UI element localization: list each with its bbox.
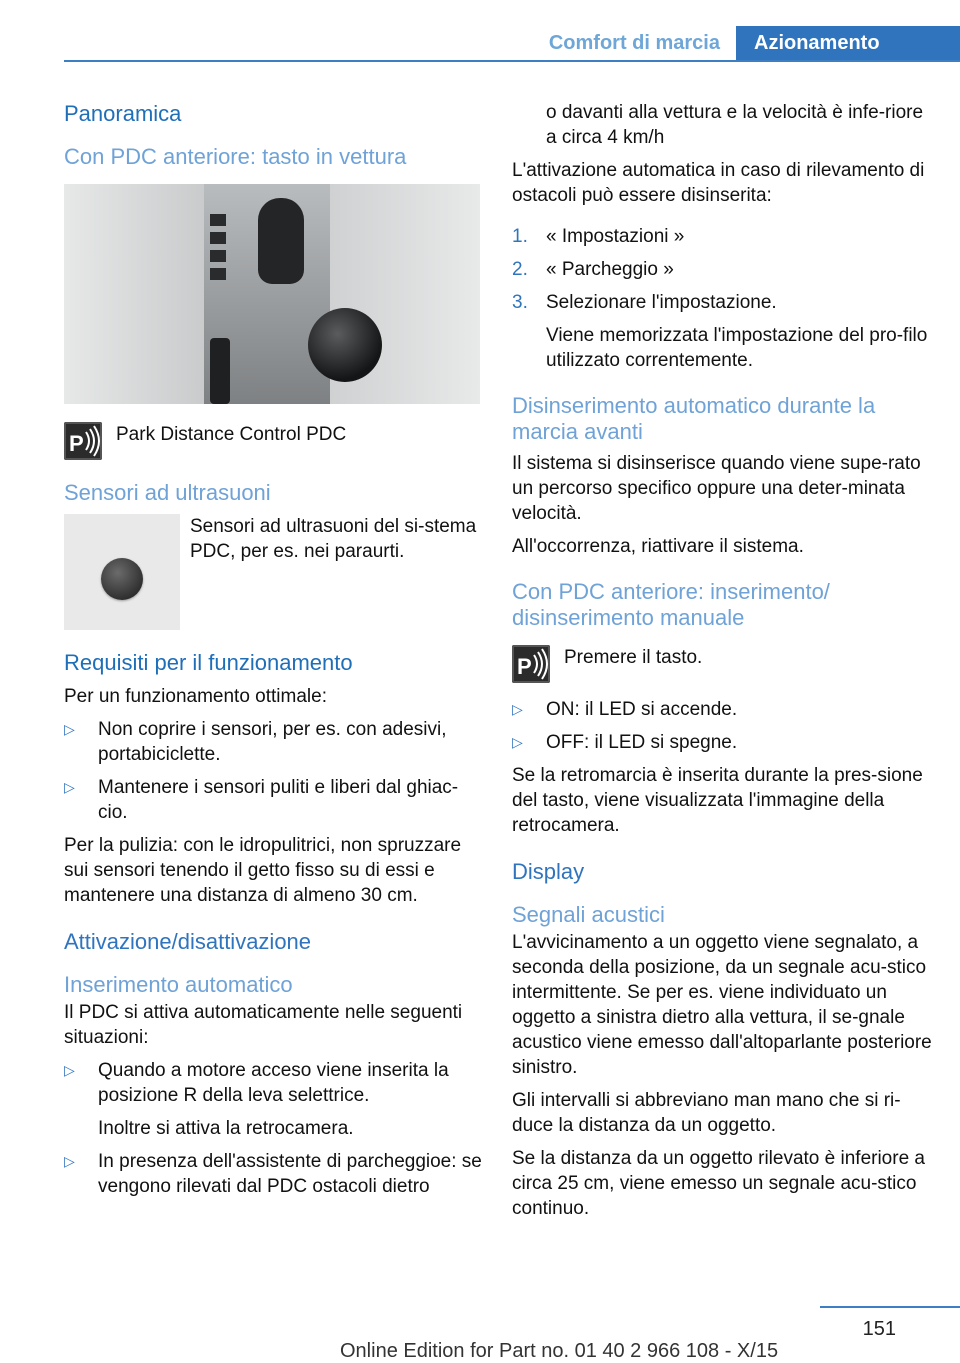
- disinserita-text: L'attivazione automatica in caso di rilevamento di ostacoli può essere disinserita:: [512, 160, 925, 206]
- list-item: 3. Selezionare l'impostazione. Viene memorizzata l'impostazione del pro-filo utilizzato correntemente.: [512, 292, 928, 371]
- header-tab-azionamento: Azionamento: [736, 26, 960, 60]
- pdc-caption-row: [64, 422, 482, 460]
- svg-text:P: P: [517, 654, 532, 679]
- requisiti-list: [64, 717, 482, 825]
- header-tab-comfort: Comfort di marcia: [548, 32, 720, 54]
- requisiti-intro: Per un funzionamento ottimale:: [64, 686, 327, 707]
- right-column: [512, 100, 932, 1229]
- continuation-text: o davanti alla vettura e la velocità è infe-riore a circa 4 km/h: [546, 102, 924, 148]
- list-item: ▷ Mantenere i sensori puliti e liberi dal ghiac-cio.: [64, 777, 459, 823]
- steps-list: [512, 224, 932, 373]
- triangle-bullet-icon: ▷: [64, 721, 75, 737]
- subsection-title-segnali: Segnali acustici: [512, 902, 665, 927]
- footer-rule: [820, 1306, 960, 1308]
- segnali-text-2: Gli intervalli si abbreviano man mano che si ri-duce la distanza da un oggetto.: [512, 1090, 901, 1136]
- pdc-button-icon: [512, 645, 550, 683]
- triangle-bullet-icon: ▷: [64, 779, 75, 795]
- subsection-title-requisiti: Requisiti per il funzionamento: [64, 650, 353, 675]
- edition-text: Online Edition for Part no. 01 40 2 966 108 - X/15: [340, 1340, 779, 1362]
- list-item: ▷ Quando a motore acceso viene inserita la posizione R della leva selettrice. Inoltre si attiva la retrocamera.: [64, 1060, 449, 1139]
- sensor-text: Sensori ad ultrasuoni del si-stema PDC, per es. nei paraurti.: [190, 516, 477, 562]
- triangle-bullet-icon: ▷: [512, 734, 523, 750]
- header-rule: [64, 60, 960, 62]
- inserimento-list: [64, 1058, 482, 1199]
- subsection-title-inserimento: Inserimento automatico: [64, 972, 293, 997]
- disinserimento-text: Il sistema si disinserisce quando viene supe-rato un percorso specifico oppure una deter-minata velocità.: [512, 453, 921, 524]
- section-title-display: Display: [512, 859, 585, 884]
- pulizia-text: Per la pulizia: con le idropulitrici, non spruzzare sui sensori tenendo il getto fisso su di essi e mantenere una distanza di almeno 30 cm.: [64, 835, 462, 906]
- sensor-block: [64, 514, 482, 630]
- subsection-title-disinserimento: Disinserimento automatico durante la marcia avanti: [512, 393, 876, 444]
- triangle-bullet-icon: ▷: [64, 1062, 75, 1078]
- pdc-caption: Park Distance Control PDC: [116, 424, 347, 445]
- list-item: 2. « Parcheggio »: [512, 259, 674, 280]
- retro-text: Se la retromarcia è inserita durante la pres-sione del tasto, viene visualizzata l'immagine della retrocamera.: [512, 765, 923, 836]
- riattivare-text: All'occorrenza, riattivare il sistema.: [512, 536, 804, 557]
- inserimento-text: Il PDC si attiva automaticamente nelle seguenti situazioni:: [64, 1002, 463, 1048]
- list-item: 1. « Impostazioni »: [512, 226, 685, 247]
- premere-row: [512, 645, 932, 683]
- list-item: ▷ In presenza dell'assistente di parcheggioe: se vengono rilevati dal PDC ostacoli dietro: [64, 1151, 482, 1197]
- svg-text:P: P: [69, 431, 84, 456]
- list-item: ▷ OFF: il LED si spegne.: [512, 732, 738, 753]
- pdc-button-icon: [64, 422, 102, 460]
- section-title-panoramica: Panoramica: [64, 101, 182, 126]
- subsection-title-sensori: Sensori ad ultrasuoni: [64, 480, 271, 505]
- subsection-title-pdc-anteriore: Con PDC anteriore: tasto in vettura: [64, 144, 407, 169]
- led-list: [512, 697, 932, 755]
- triangle-bullet-icon: ▷: [64, 1153, 75, 1169]
- premere-text: Premere il tasto.: [564, 647, 703, 668]
- section-title-attivazione: Attivazione/disattivazione: [64, 929, 312, 954]
- console-photo: [64, 184, 480, 404]
- left-column: [64, 100, 482, 1207]
- segnali-text-3: Se la distanza da un oggetto rilevato è inferiore a circa 25 cm, viene emesso un segnale acu-stico continuo.: [512, 1148, 925, 1219]
- subsection-title-manuale: Con PDC anteriore: inserimento/ disinserimento manuale: [512, 579, 830, 630]
- list-item: ▷ ON: il LED si accende.: [512, 699, 738, 720]
- list-item: ▷ Non coprire i sensori, per es. con adesivi, portabiciclette.: [64, 719, 447, 765]
- sensor-image: [64, 514, 180, 630]
- segnali-text-1: L'avvicinamento a un oggetto viene segnalato, a seconda della posizione, da un segnale acu-stico intermittente. Se per es. viene individuato un oggetto a sinistra dietro alla vettura, il se-gnale acustico viene emesso dall'altoparlante posteriore sinistro.: [512, 932, 932, 1078]
- page-number: 151: [862, 1318, 896, 1340]
- triangle-bullet-icon: ▷: [512, 701, 523, 717]
